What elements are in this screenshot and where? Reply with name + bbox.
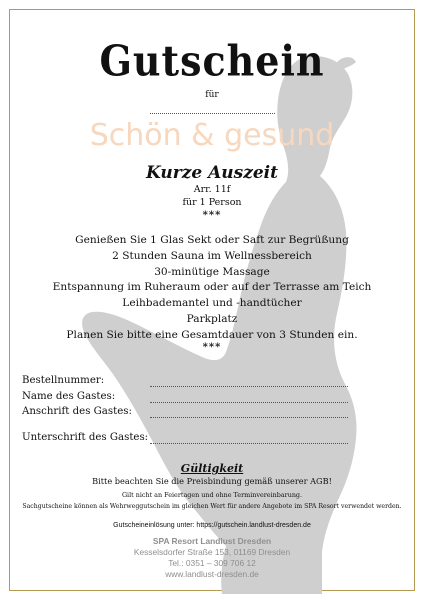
resort-phone: Tel.: 0351 – 309 706 12 (168, 558, 256, 568)
recipient-line (150, 113, 275, 114)
offer-item: 2 Stunden Sauna im Wellnessbereich (112, 249, 312, 262)
guest-name-field[interactable] (150, 402, 348, 403)
voucher-exchange-note: Sachgutscheine können als Wehrweggutschein im gleichen Wert für andere Angebote im SPA Resort verwendet werden. (22, 503, 402, 510)
guest-address-field[interactable] (150, 417, 348, 418)
guest-signature-label: Unterschrift des Gastes: (22, 432, 149, 443)
guest-name-row (22, 391, 402, 405)
offer-title: Kurze Auszeit (145, 163, 278, 183)
for-label: für (205, 90, 219, 100)
order-number-label: Bestellnummer: (22, 375, 105, 386)
order-number-row (22, 375, 402, 389)
separator-top: *** (202, 210, 222, 221)
guest-name-label: Name des Gastes: (22, 391, 116, 402)
offer-item: Genießen Sie 1 Glas Sekt oder Saft zur Begrüßung (75, 234, 349, 246)
offer-items-list (0, 233, 424, 344)
online-redemption-link[interactable]: Gutscheineinlösung unter: https://gutschein.landlust-dresden.de (113, 522, 311, 529)
resort-address: Kesselsdorfer Straße 153, 01169 Dresden (133, 547, 291, 557)
price-binding-note: Bitte beachten Sie die Preisbindung gemäß unserer AGB! (92, 476, 332, 486)
guest-address-row (22, 406, 402, 420)
voucher-title: Gutschein (99, 35, 325, 86)
holidays-note: Gilt nicht an Feiertagen und ohne Terminvereinbarung. (121, 491, 303, 499)
watermark-text: Schön & gesund (89, 118, 335, 153)
arrangement-number: Arr. 11f (193, 184, 231, 195)
guest-signature-row (22, 432, 402, 446)
guest-address-label: Anschrift des Gastes: (22, 406, 132, 417)
order-number-field[interactable] (150, 386, 348, 387)
validity-heading: Gültigkeit (180, 462, 244, 475)
resort-name: SPA Resort Landlust Dresden (152, 536, 272, 546)
offer-item: Parkplatz (186, 312, 238, 325)
guest-signature-field[interactable] (150, 443, 348, 444)
resort-website-link[interactable]: www.landlust-dresden.de (165, 569, 259, 579)
offer-item: Entspannung im Ruheraum oder auf der Terrasse am Teich (52, 281, 372, 294)
separator-bottom: *** (202, 342, 222, 353)
offer-item: 30-minütige Massage (154, 265, 270, 278)
offer-item: Planen Sie bitte eine Gesamtdauer von 3 Stunden ein. (66, 328, 358, 341)
offer-item: Leihbademantel und -handtücher (122, 297, 302, 310)
persons-count: für 1 Person (182, 197, 242, 208)
